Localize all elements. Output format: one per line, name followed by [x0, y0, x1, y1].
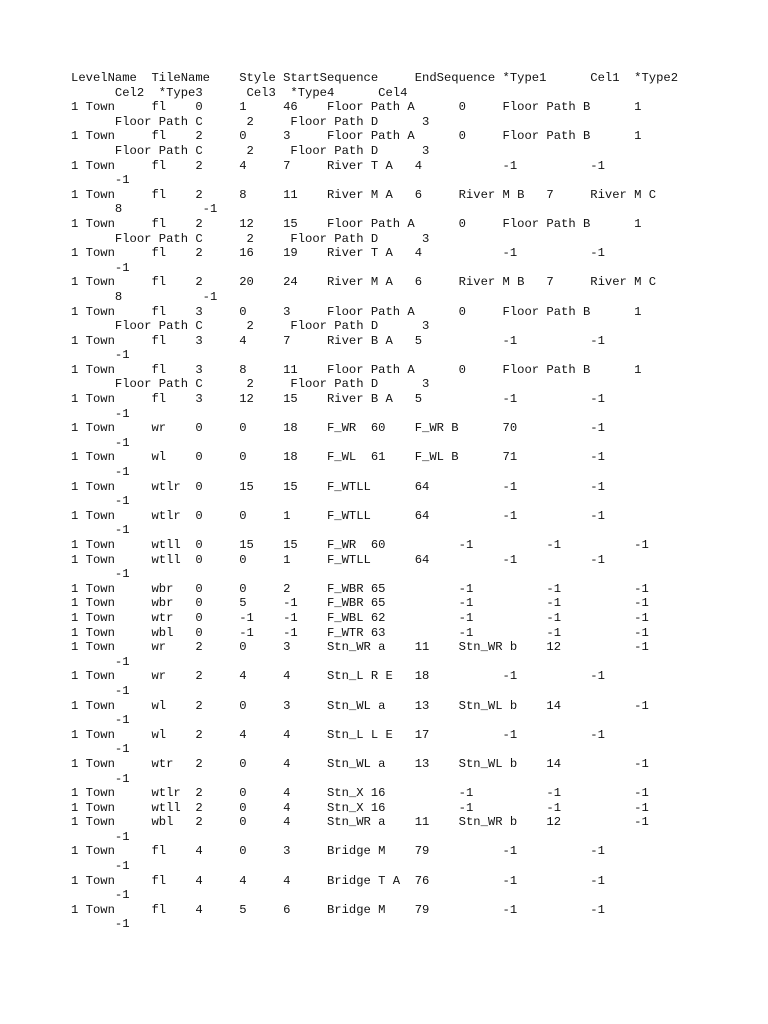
document-line: 1 Town wl 2 4 4 Stn_L L E 17 -1 -1: [71, 727, 605, 742]
document-line: 1 Town wtr 0 -1 -1 F_WBL 62 -1 -1 -1: [71, 610, 649, 625]
document-line: 1 Town wbr 0 0 2 F_WBR 65 -1 -1 -1: [71, 581, 649, 596]
document-line: -1: [71, 771, 130, 786]
document-line: 8 -1: [71, 202, 218, 217]
document-line: -1: [71, 523, 130, 538]
document-line: 1 Town fl 4 0 3 Bridge M 79 -1 -1: [71, 844, 605, 859]
document-line: Floor Path C 2 Floor Path D 3: [71, 231, 430, 246]
document-line: 1 Town wl 2 0 3 Stn_WL a 13 Stn_WL b 14 -1: [71, 698, 649, 713]
document-line: 1 Town fl 3 12 15 River B A 5 -1 -1: [71, 392, 605, 407]
document-line: -1: [71, 435, 130, 450]
document-line: 1 Town fl 2 20 24 River M A 6 River M B 7 River M C: [71, 275, 657, 290]
document-line: 1 Town wtlr 2 0 4 Stn_X 16 -1 -1 -1: [71, 786, 649, 801]
document-line: 1 Town wtr 2 0 4 Stn_WL a 13 Stn_WL b 14 -1: [71, 756, 649, 771]
document-line: -1: [71, 260, 130, 275]
document-line: 1 Town wtll 0 15 15 F_WR 60 -1 -1 -1: [71, 538, 649, 552]
document-line: -1: [71, 348, 130, 363]
document-line: 1 Town wbl 0 -1 -1 F_WTR 63 -1 -1 -1: [71, 625, 649, 640]
document-line: 1 Town wtll 2 0 4 Stn_X 16 -1 -1 -1: [71, 800, 649, 815]
document-line: -1: [71, 173, 130, 188]
document-line: 1 Town fl 3 4 7 River B A 5 -1 -1: [71, 333, 605, 348]
document-line: 1 Town wl 0 0 18 F_WL 61 F_WL B 71 -1: [71, 450, 605, 465]
document-line: 1 Town wbr 0 5 -1 F_WBR 65 -1 -1 -1: [71, 596, 649, 611]
document-line: -1: [71, 917, 130, 932]
document-line: Floor Path C 2 Floor Path D 3: [71, 114, 430, 129]
document-line: 1 Town fl 2 16 19 River T A 4 -1 -1: [71, 246, 605, 261]
document-line: -1: [71, 567, 130, 582]
document-line: 1 Town fl 3 8 11 Floor Path A 0 Floor Path B 1: [71, 362, 642, 377]
document-line: -1: [71, 829, 130, 844]
document-line: 1 Town fl 2 4 7 River T A 4 -1 -1: [71, 158, 605, 173]
document-line: 1 Town wtlr 0 15 15 F_WTLL 64 -1 -1: [71, 479, 605, 494]
document-line: 1 Town fl 2 0 3 Floor Path A 0 Floor Path B 1: [71, 129, 642, 144]
document-line: 1 Town fl 4 5 6 Bridge M 79 -1 -1: [71, 902, 605, 917]
document-line: 1 Town wbl 2 0 4 Stn_WR a 11 Stn_WR b 12 -1: [71, 815, 649, 830]
document-line: -1: [71, 888, 130, 903]
document-line: 1 Town wtlr 0 0 1 F_WTLL 64 -1 -1: [71, 508, 605, 523]
document-line: 1 Town fl 4 4 4 Bridge T A 76 -1 -1: [71, 873, 605, 888]
document-line: -1: [71, 406, 130, 421]
document-line: 1 Town fl 2 8 11 River M A 6 River M B 7 River M C: [71, 187, 657, 202]
document-line: Cel2 *Type3 Cel3 *Type4 Cel4: [71, 85, 408, 100]
document-line: -1: [71, 494, 130, 509]
document-line: -1: [71, 713, 130, 728]
document-line: 1 Town fl 3 0 3 Floor Path A 0 Floor Path B 1: [71, 304, 642, 319]
document-line: -1: [71, 465, 130, 480]
document-line: -1: [71, 742, 130, 757]
document-line: -1: [71, 683, 130, 698]
document-line: LevelName TileName Style StartSequence EndSequence *Type1 Cel1 *Type2: [71, 71, 679, 85]
document-line: Floor Path C 2 Floor Path D 3: [71, 143, 430, 158]
document-line: 1 Town fl 2 12 15 Floor Path A 0 Floor Path B 1: [71, 216, 642, 231]
document-line: 8 -1: [71, 289, 218, 304]
document-line: 1 Town wr 2 0 3 Stn_WR a 11 Stn_WR b 12 -1: [71, 640, 649, 655]
document-line: -1: [71, 859, 130, 874]
document-line: 1 Town fl 0 1 46 Floor Path A 0 Floor Path B 1: [71, 100, 642, 115]
document-page: [71, 71, 768, 932]
document-line: 1 Town wr 0 0 18 F_WR 60 F_WR B 70 -1: [71, 421, 605, 436]
tab-delimited-table-text: [71, 71, 768, 932]
document-line: 1 Town wtll 0 0 1 F_WTLL 64 -1 -1: [71, 552, 605, 567]
document-line: -1: [71, 654, 130, 669]
document-line: Floor Path C 2 Floor Path D 3: [71, 319, 430, 334]
document-line: Floor Path C 2 Floor Path D 3: [71, 377, 430, 392]
document-line: 1 Town wr 2 4 4 Stn_L R E 18 -1 -1: [71, 669, 605, 684]
